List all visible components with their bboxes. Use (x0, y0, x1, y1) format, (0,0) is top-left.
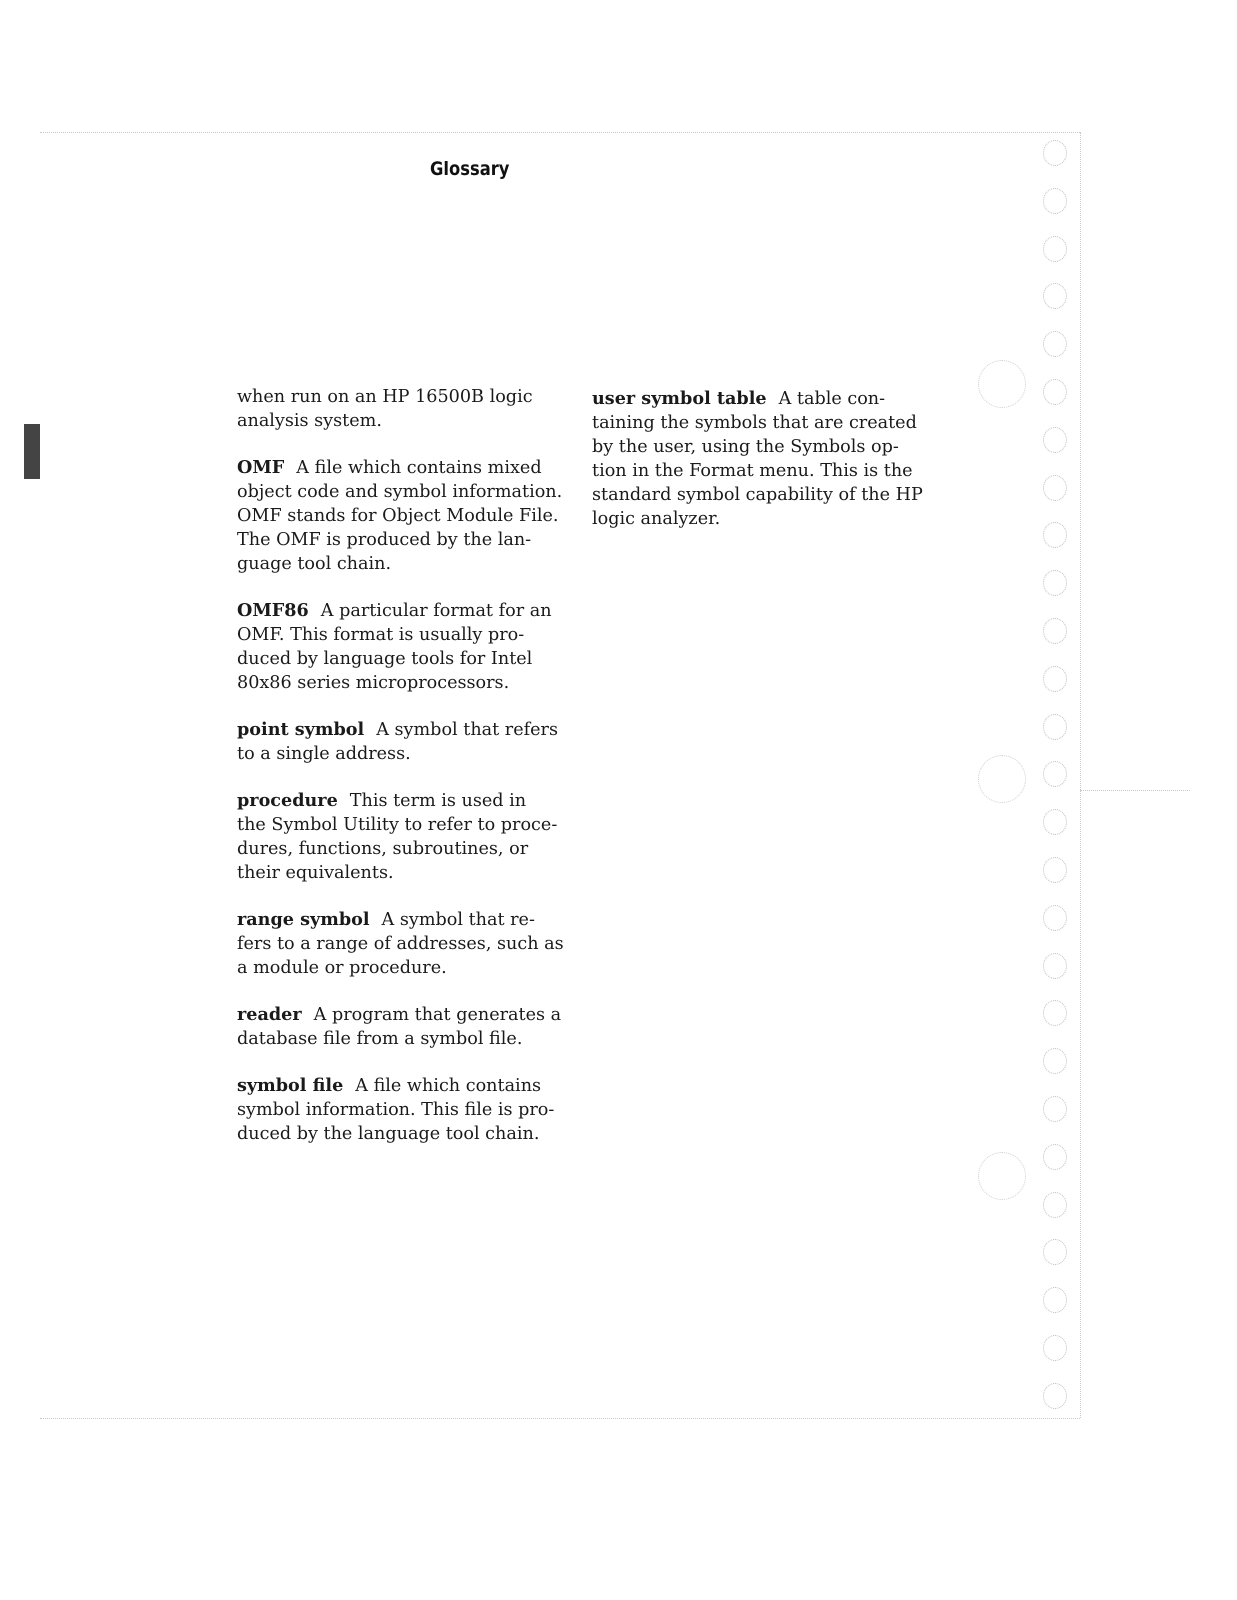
binder-punch-hole (1043, 1335, 1067, 1361)
entry-line: the Symbol Utility to refer to proce- (237, 815, 558, 835)
binder-punch-hole (1043, 140, 1067, 166)
page-edge-bottom (40, 1418, 1080, 1419)
binder-punch-hole (1043, 1192, 1067, 1218)
binder-punch-hole (1043, 905, 1067, 931)
binder-punch-hole (1043, 1287, 1067, 1313)
glossary-entry-symbol-file (237, 1074, 567, 1146)
entry-line: standard symbol capability of the HP (592, 485, 923, 505)
right-column (592, 387, 922, 554)
binder-punch-hole (1043, 283, 1067, 309)
page-edge-top (40, 132, 1080, 133)
entry-line: their equivalents. (237, 863, 394, 883)
entry-line: symbol information. This file is pro- (237, 1100, 555, 1120)
binder-punch-hole (1043, 331, 1067, 357)
binder-punch-hole (1043, 714, 1067, 740)
page-header: Glossary (430, 158, 510, 180)
binder-punch-hole (1043, 236, 1067, 262)
glossary-entry-omf86 (237, 599, 567, 695)
glossary-entry-user-symbol-table (592, 387, 922, 531)
glossary-entry-continuation (237, 385, 567, 433)
binder-punch-hole (1043, 570, 1067, 596)
entry-line: database file from a symbol file. (237, 1029, 523, 1049)
binder-punch-hole (1043, 188, 1067, 214)
binder-punch-hole (1043, 522, 1067, 548)
entry-line: fers to a range of addresses, such as (237, 934, 564, 954)
binder-punch-hole (1043, 1096, 1067, 1122)
entry-line: dures, functions, subroutines, or (237, 839, 529, 859)
binder-punch-hole (1043, 953, 1067, 979)
glossary-term: symbol file (237, 1075, 344, 1096)
entry-line: A program that generates a (313, 1005, 562, 1025)
entry-line: a module or procedure. (237, 958, 447, 978)
entry-line: taining the symbols that are created (592, 413, 917, 433)
entry-line: A file which contains mixed (296, 458, 542, 478)
glossary-entry-range-symbol (237, 908, 567, 980)
binder-punch-hole (1043, 475, 1067, 501)
binder-ring-hole (978, 755, 1026, 803)
glossary-term: user symbol table (592, 388, 767, 409)
binder-punch-hole (1043, 379, 1067, 405)
glossary-entry-reader (237, 1003, 567, 1051)
entry-line: The OMF is produced by the lan- (237, 530, 532, 550)
glossary-entry-procedure (237, 789, 567, 885)
entry-line: by the user, using the Symbols op- (592, 437, 899, 457)
binder-punch-hole (1043, 618, 1067, 644)
binder-ring-hole (978, 360, 1026, 408)
glossary-term: procedure (237, 790, 338, 811)
binder-ring-hole (978, 1152, 1026, 1200)
glossary-term: reader (237, 1004, 302, 1025)
entry-line: duced by the language tool chain. (237, 1124, 540, 1144)
binder-punch-hole (1043, 809, 1067, 835)
glossary-entry-point-symbol (237, 718, 567, 766)
left-column (237, 385, 567, 1169)
entry-line: A particular format for an (320, 601, 552, 621)
glossary-term: OMF86 (237, 600, 309, 621)
binder-punch-hole (1043, 761, 1067, 787)
entry-line: OMF stands for Object Module File. (237, 506, 559, 526)
entry-line: to a single address. (237, 744, 411, 764)
glossary-term: range symbol (237, 909, 370, 930)
thumb-index-tab (24, 424, 40, 479)
entry-line: object code and symbol information. (237, 482, 563, 502)
entry-line: when run on an HP 16500B logic (237, 387, 533, 407)
binder-punch-hole (1043, 666, 1067, 692)
binder-punch-hole (1043, 1000, 1067, 1026)
entry-line: analysis system. (237, 411, 382, 431)
entry-line: logic analyzer. (592, 509, 721, 529)
entry-line: duced by language tools for Intel (237, 649, 533, 669)
glossary-term: point symbol (237, 719, 365, 740)
binder-punch-hole (1043, 427, 1067, 453)
glossary-entry-omf (237, 456, 567, 576)
entry-line: A table con- (778, 389, 886, 409)
entry-line: This term is used in (349, 791, 527, 811)
entry-line: tion in the Format menu. This is the (592, 461, 913, 481)
binder-punch-hole (1043, 1239, 1067, 1265)
binder-punch-hole (1043, 1048, 1067, 1074)
entry-line: OMF. This format is usually pro- (237, 625, 525, 645)
binder-punch-hole (1043, 1383, 1067, 1409)
entry-line: 80x86 series microprocessors. (237, 673, 510, 693)
entry-line: A file which contains (355, 1076, 542, 1096)
page-edge-tab (1080, 790, 1190, 791)
page-edge-right (1080, 132, 1081, 1418)
binder-punch-hole (1043, 857, 1067, 883)
glossary-term: OMF (237, 457, 285, 478)
entry-line: guage tool chain. (237, 554, 392, 574)
entry-line: A symbol that re- (381, 910, 535, 930)
binder-punch-hole (1043, 1144, 1067, 1170)
entry-line: A symbol that refers (376, 720, 558, 740)
